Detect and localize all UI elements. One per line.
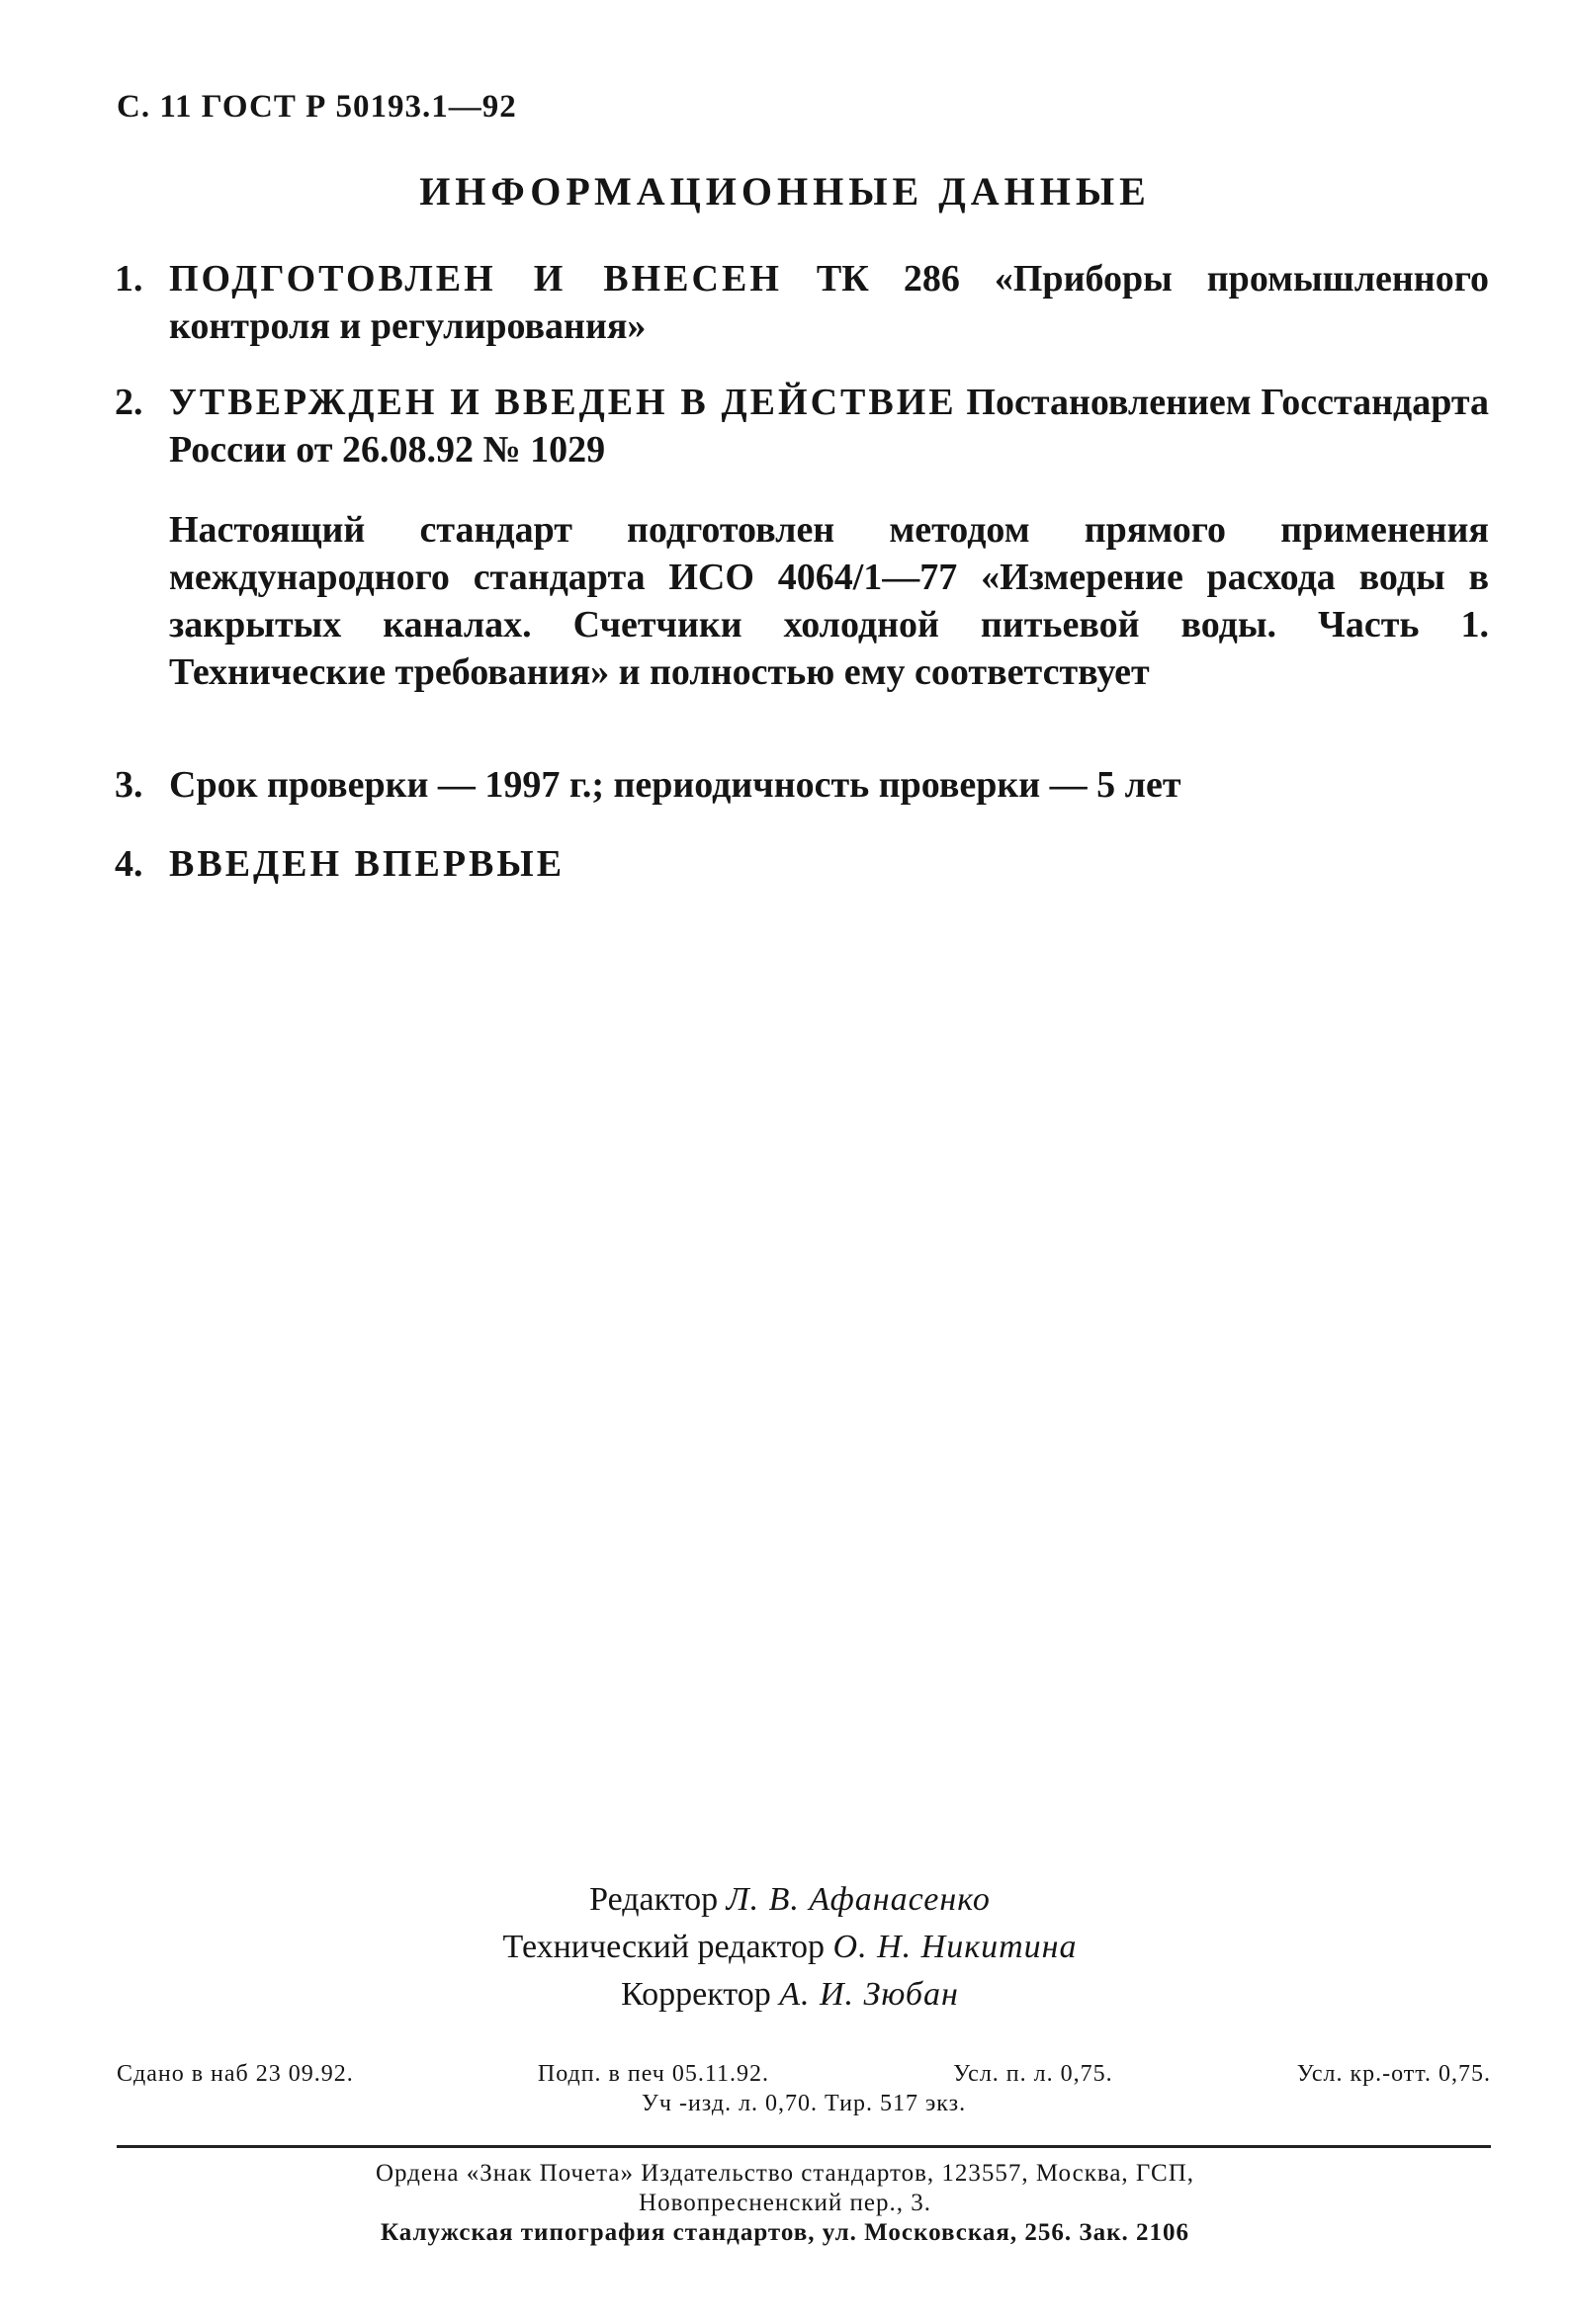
conv-prints: Усл. кр.-отт. 0,75. [1296,2061,1491,2087]
conv-sheets: Усл. п. л. 0,75. [953,2061,1113,2087]
print-info [117,2059,1491,2118]
item-body [169,255,1489,350]
editor-role: Технический редактор [502,1929,826,1965]
item-lead: ПОДГОТОВЛЕН И ВНЕСЕН [169,258,782,300]
item-number: 2. [115,382,143,423]
editor-line [0,1876,1570,1924]
publisher-address: Новопресненский пер., 3. [639,2190,931,2216]
item-lead: ВВЕДЕН ВПЕРВЫЕ [169,843,566,885]
item-text: Постановлением Госстандарта России от 26.08.92 № 1029 [169,382,1489,471]
info-item-4 [115,840,1489,888]
item-text: Срок проверки — 1997 г.; периодичность проверки — 5 лет [169,764,1181,806]
standard-note-paragraph: Настоящий стандарт подготовлен методом прямого применения международного стандарта ИСО 4064/1—77 «Измерение расхода воды в закрытых каналах. Счетчики холодной питьевой воды. Часть 1. Технические требования» и полностью ему соответствует [169,509,1489,693]
publisher-block [0,2159,1570,2248]
item-number: 4. [115,843,143,885]
editor-role: Редактор [589,1881,719,1918]
item-text: ТК 286 «Приборы промышленного контроля и регулирования» [169,258,1490,347]
tech-editor-line [0,1924,1570,1971]
info-item-2 [115,379,1489,473]
item-lead: УТВЕРЖДЕН И ВВЕДЕН В ДЕЙСТВИЕ [169,382,957,423]
page-title: ИНФОРМАЦИОННЫЕ ДАННЫЕ [419,169,1151,214]
item-body [169,379,1489,473]
item-number: 1. [115,258,143,300]
editor-name: А. И. Зюбан [779,1976,959,2013]
info-item-3 [115,761,1489,809]
corrector-line [0,1971,1570,2019]
editor-name: Л. В. Афанасенко [726,1881,991,1918]
info-item-1 [115,255,1489,350]
item-body [169,840,1489,888]
editor-name: О. Н. Никитина [832,1929,1078,1965]
submitted-date: Сдано в наб 23 09.92. [117,2061,354,2087]
editors-block [0,1876,1570,2019]
editor-role: Корректор [621,1976,771,2013]
divider [117,2145,1491,2148]
print-info-line-1 [117,2059,1491,2089]
publisher-line: Ордена «Знак Почета» Издательство стандартов, 123557, Москва, ГСП, [375,2160,1195,2187]
signed-date: Подп. в печ 05.11.92. [537,2061,769,2087]
print-info-line-2: Уч -изд. л. 0,70. Тир. 517 экз. [641,2091,967,2116]
printer-line: Калужская типография стандартов, ул. Московская, 256. Зак. 2106 [380,2219,1190,2246]
item-number: 3. [115,764,143,806]
page-header: С. 11 ГОСТ Р 50193.1—92 [117,89,517,125]
item-body [169,761,1489,809]
